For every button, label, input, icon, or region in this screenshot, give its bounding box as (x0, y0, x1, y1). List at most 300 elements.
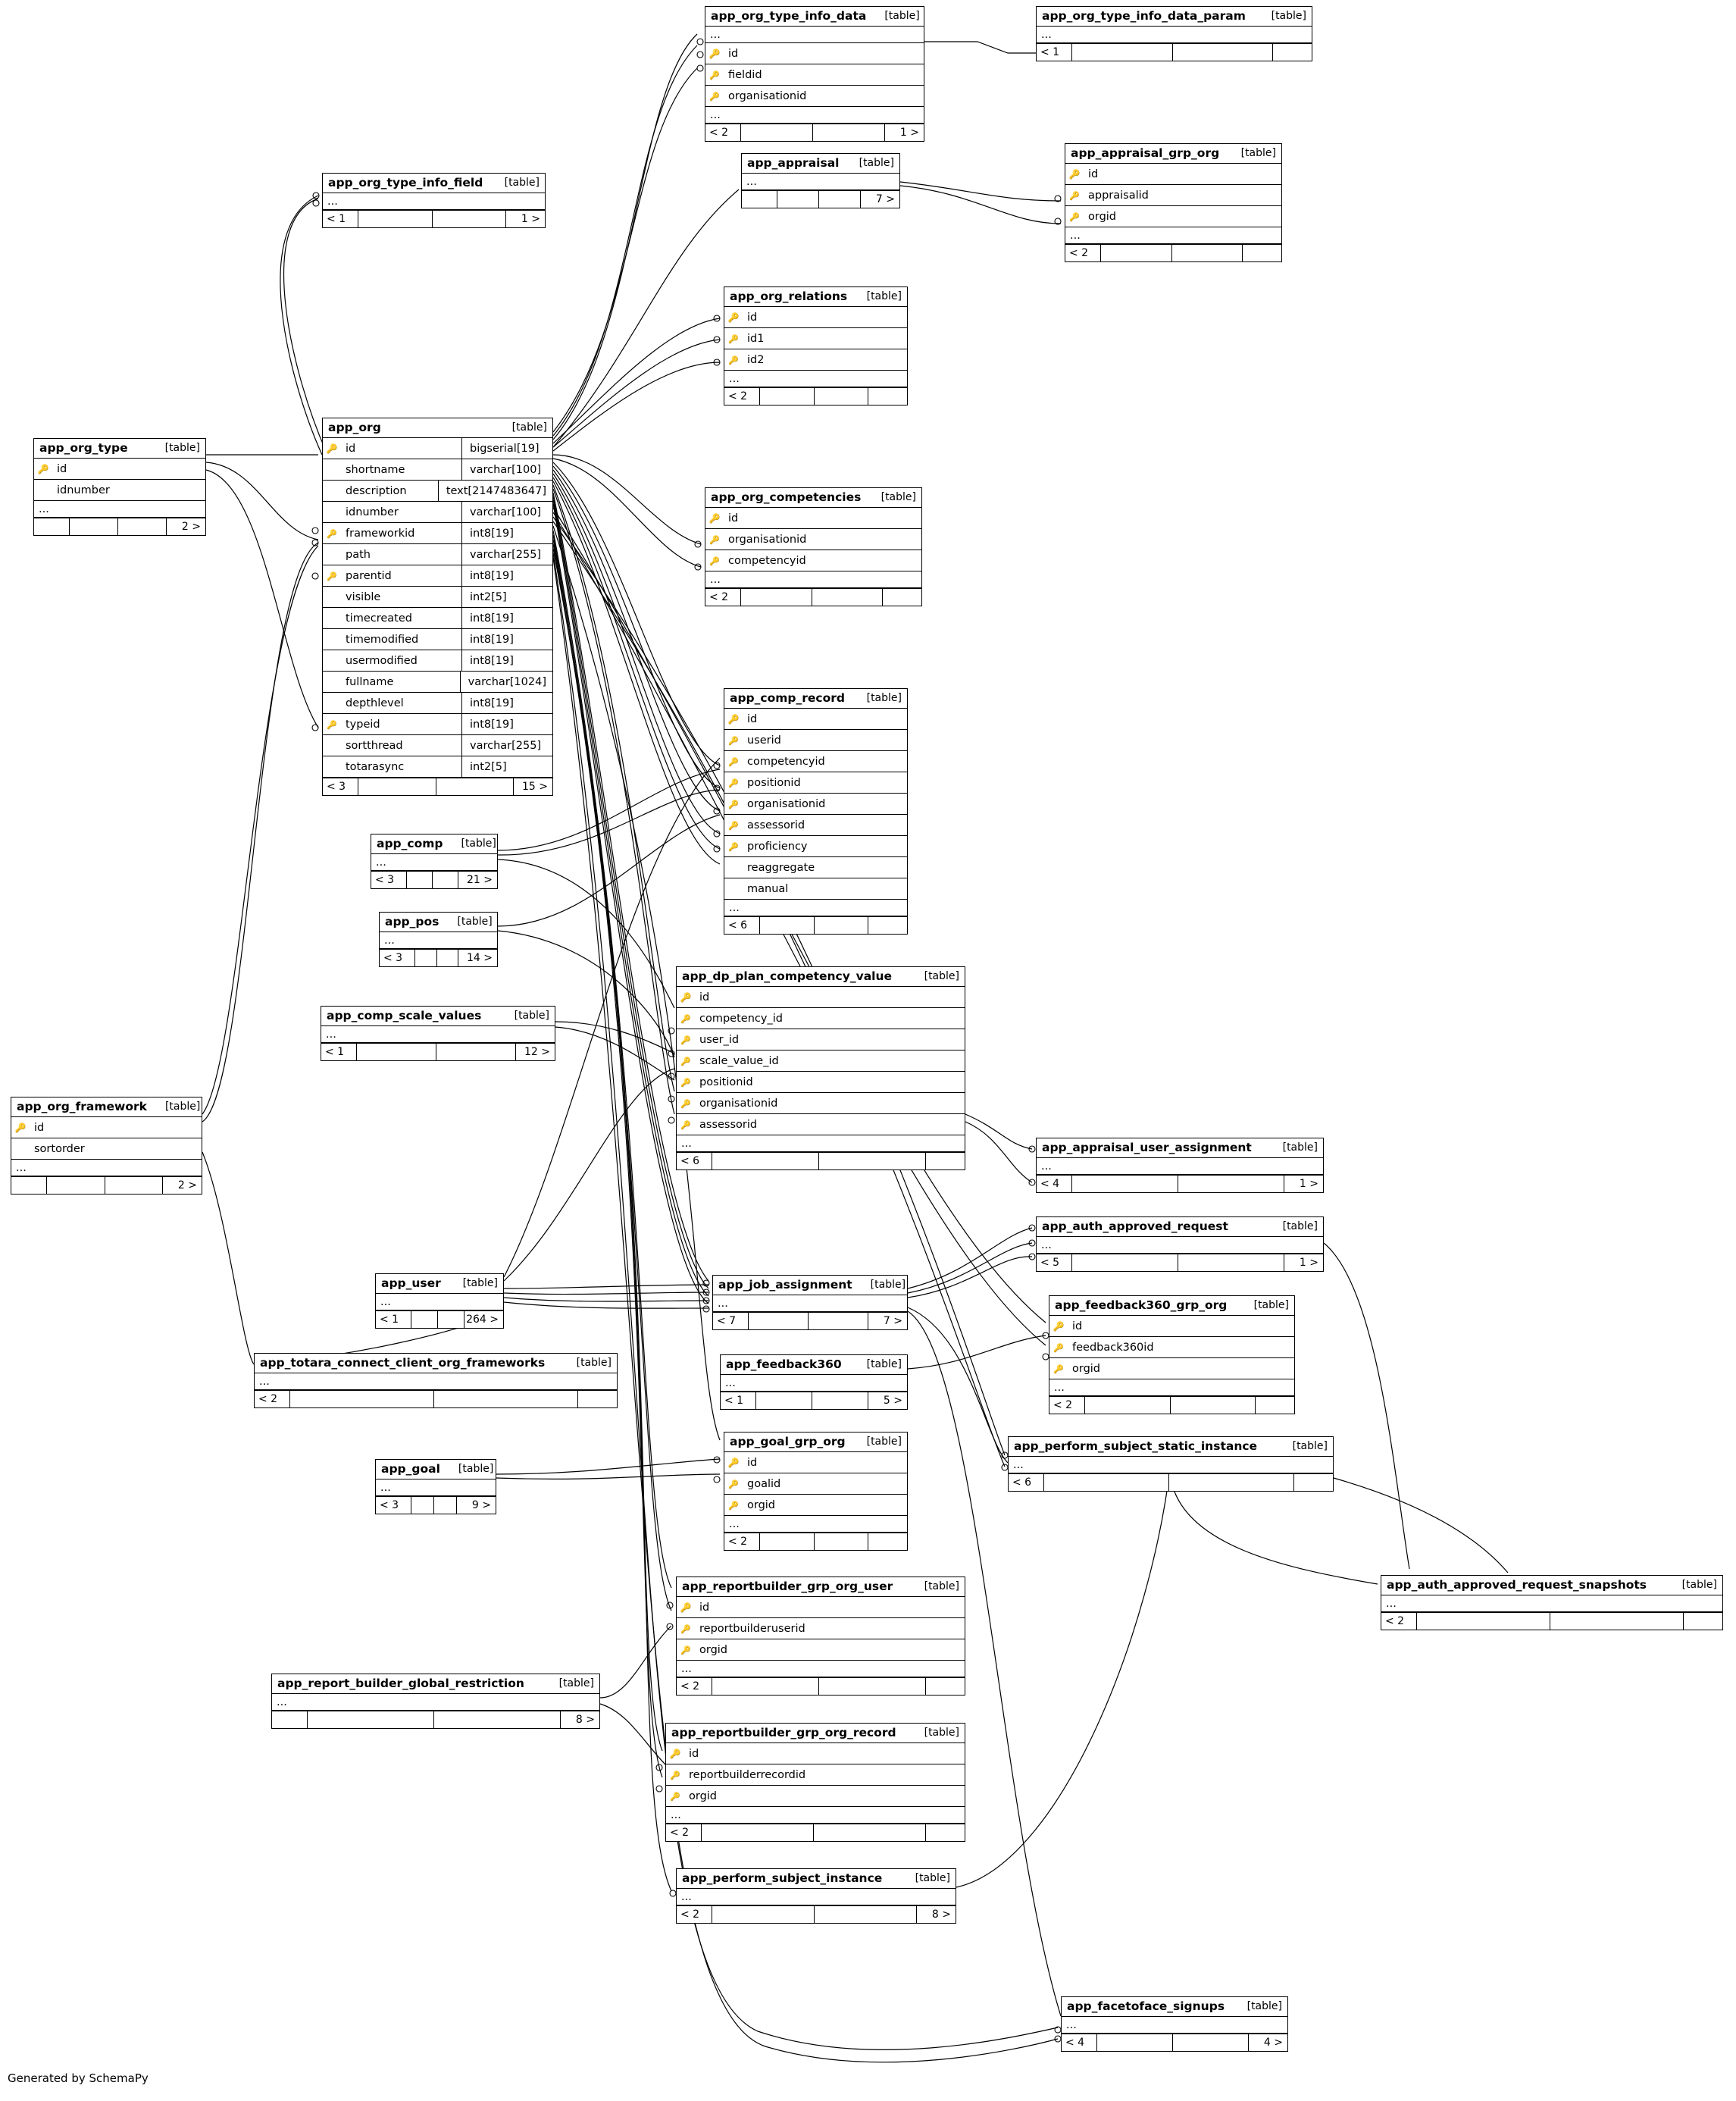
table-footer (11, 1176, 202, 1194)
column-ellipsis: ... (666, 1807, 965, 1824)
table-header (677, 1869, 956, 1889)
incoming-relations-count: < 4 (1065, 2037, 1085, 2049)
column-row[interactable] (677, 1072, 965, 1093)
column-row[interactable] (323, 756, 552, 778)
primary-key-icon (705, 48, 724, 60)
column-row[interactable] (1049, 1316, 1294, 1337)
table-app_reportbuilder_grp_org_user[interactable] (676, 1577, 965, 1696)
foreign-key-icon (724, 777, 743, 789)
table-app_comp_scale_values[interactable] (321, 1006, 555, 1061)
table-app_org_type_info_data[interactable] (705, 6, 924, 142)
column-row[interactable] (1049, 1337, 1294, 1358)
table-type-tag: [table] (915, 1872, 950, 1884)
table-app_appraisal_grp_org[interactable] (1065, 143, 1282, 262)
column-row[interactable] (705, 508, 921, 529)
column-row[interactable] (1065, 164, 1281, 185)
column-row[interactable] (323, 693, 552, 714)
column-row[interactable] (677, 1050, 965, 1072)
table-footer (1062, 2034, 1287, 2051)
table-header (705, 488, 921, 508)
table-footer (677, 1152, 965, 1169)
column-row[interactable] (323, 438, 552, 459)
column-ellipsis: ... (1037, 1237, 1323, 1254)
table-app_facetoface_signups[interactable] (1061, 1996, 1288, 2052)
table-app_pos[interactable] (379, 912, 498, 967)
foreign-key-icon (1065, 189, 1084, 202)
table-name: app_comp_record (730, 691, 845, 705)
incoming-relations-count: < 2 (670, 1827, 690, 1839)
primary-key-icon (724, 713, 743, 725)
footer-spacer-2 (117, 518, 166, 535)
column-ellipsis: ... (677, 1889, 956, 1905)
column-name: orgid (747, 1498, 776, 1511)
footer-spacer-2 (1170, 1397, 1256, 1414)
table-footer (1381, 1612, 1722, 1630)
table-footer (705, 588, 921, 606)
table-type-tag: [table] (866, 692, 902, 704)
incoming-relations-count (742, 191, 777, 208)
table-header (1049, 1296, 1294, 1316)
column-name: parentid (346, 569, 392, 582)
column-row[interactable] (677, 1029, 965, 1050)
footer-spacer-1 (356, 1044, 436, 1060)
column-row[interactable] (323, 672, 552, 693)
footer-spacer-2 (812, 1392, 868, 1409)
column-row[interactable] (323, 629, 552, 650)
column-type: varchar[100] (461, 459, 552, 480)
column-row[interactable] (677, 1114, 965, 1135)
table-header (323, 418, 552, 438)
primary-key-icon (34, 463, 52, 475)
table-app_goal_grp_org[interactable] (724, 1432, 908, 1551)
incoming-relations-count: < 2 (680, 1908, 700, 1921)
footer-spacer-2 (814, 1906, 916, 1923)
column-row[interactable] (323, 714, 552, 735)
column-row[interactable] (724, 1452, 907, 1473)
incoming-relations-count: < 6 (728, 919, 748, 932)
column-name: orgid (699, 1643, 728, 1656)
table-name: app_comp_scale_values (327, 1009, 482, 1022)
column-row[interactable] (1065, 185, 1281, 206)
foreign-key-icon (705, 69, 724, 81)
column-row[interactable] (323, 650, 552, 672)
footer-spacer-1 (1084, 1397, 1170, 1414)
footer-spacer-1 (759, 917, 814, 934)
foreign-key-icon (724, 1499, 743, 1511)
foreign-key-icon (666, 1790, 684, 1802)
column-type: int8[19] (461, 608, 552, 628)
table-app_report_builder_global_restriction[interactable] (271, 1674, 600, 1729)
table-app_org_competencies[interactable] (705, 487, 922, 606)
table-app_reportbuilder_grp_org_record[interactable] (665, 1723, 965, 1842)
column-row[interactable] (705, 86, 924, 107)
outgoing-relations-count (868, 917, 907, 934)
table-header (272, 1674, 599, 1694)
table-type-tag: [table] (461, 838, 496, 850)
footer-spacer-1 (411, 1497, 433, 1514)
table-app_feedback360[interactable] (720, 1354, 908, 1410)
table-app_org_type_info_data_param[interactable] (1036, 6, 1312, 61)
column-name: id (699, 991, 710, 1004)
incoming-relations-count: < 3 (380, 1499, 399, 1511)
footer-spacer-1 (712, 1678, 818, 1695)
column-name: userid (747, 734, 781, 747)
table-footer (724, 387, 907, 405)
column-name: id (728, 47, 739, 60)
incoming-relations-count: < 6 (680, 1155, 700, 1167)
column-name: organisationid (747, 797, 826, 810)
footer-spacer-2 (1178, 1254, 1284, 1271)
table-app_comp_record[interactable] (724, 688, 908, 935)
foreign-key-icon (724, 841, 743, 853)
column-row[interactable] (677, 1597, 965, 1618)
footer-spacer-1 (759, 388, 814, 405)
column-name: id (747, 712, 758, 725)
table-app_auth_approved_request[interactable] (1036, 1216, 1324, 1272)
column-row[interactable] (323, 608, 552, 629)
column-name: reportbuilderrecordid (689, 1768, 806, 1781)
foreign-key-icon (705, 90, 724, 102)
column-row[interactable] (666, 1786, 965, 1807)
outgoing-relations-count (1293, 1474, 1333, 1491)
footer-spacer-2 (433, 1497, 456, 1514)
outgoing-relations-count: 14 > (458, 950, 497, 966)
incoming-relations-count (272, 1711, 307, 1728)
column-name: goalid (747, 1477, 781, 1490)
foreign-key-icon (323, 719, 341, 731)
table-app_org[interactable] (322, 418, 553, 796)
table-app_org_type_info_field[interactable] (322, 173, 546, 228)
column-ellipsis: ... (677, 1661, 965, 1677)
column-row[interactable] (705, 43, 924, 64)
table-footer (713, 1312, 907, 1329)
column-name: id (346, 442, 356, 455)
outgoing-relations-count: 1 > (1284, 1254, 1323, 1271)
column-row[interactable] (724, 815, 907, 836)
column-row[interactable] (724, 878, 907, 900)
outgoing-relations-count: 7 > (860, 191, 899, 208)
column-row[interactable] (724, 794, 907, 815)
primary-key-icon (1065, 168, 1084, 180)
table-app_dp_plan_competency_value[interactable] (676, 966, 965, 1170)
table-name: app_feedback360_grp_org (1055, 1298, 1228, 1312)
primary-key-icon (1049, 1320, 1068, 1332)
table-app_totara_connect_client_org_frameworks[interactable] (254, 1353, 618, 1408)
table-footer (34, 518, 205, 535)
outgoing-relations-count: 1 > (505, 211, 545, 227)
table-type-tag: [table] (859, 157, 894, 169)
column-ellipsis: ... (724, 371, 907, 387)
foreign-key-icon (666, 1769, 684, 1781)
column-row[interactable] (323, 735, 552, 756)
table-app_feedback360_grp_org[interactable] (1049, 1295, 1295, 1414)
column-row[interactable] (11, 1117, 202, 1138)
table-footer (677, 1677, 965, 1695)
column-ellipsis: ... (724, 1516, 907, 1533)
table-type-tag: [table] (870, 1279, 906, 1291)
table-footer (323, 210, 545, 227)
column-row[interactable] (677, 1093, 965, 1114)
footer-spacer-2 (1168, 1474, 1293, 1491)
column-name: feedback360id (1072, 1341, 1154, 1354)
column-name: organisationid (699, 1097, 778, 1110)
column-row[interactable] (666, 1764, 965, 1786)
outgoing-relations-count: 12 > (515, 1044, 555, 1060)
table-header (1009, 1437, 1333, 1457)
table-type-tag: [table] (1271, 10, 1306, 22)
incoming-relations-count: < 1 (380, 1314, 399, 1326)
incoming-relations-count: < 3 (375, 874, 395, 886)
table-footer (1037, 1175, 1323, 1192)
column-row[interactable] (666, 1743, 965, 1764)
column-row[interactable] (34, 480, 205, 501)
table-header (1065, 144, 1281, 164)
outgoing-relations-count: 1 > (1284, 1176, 1323, 1192)
column-row[interactable] (724, 857, 907, 878)
column-name: user_id (699, 1033, 740, 1046)
table-app_perform_subject_static_instance[interactable] (1008, 1436, 1334, 1492)
table-footer (724, 916, 907, 934)
incoming-relations-count: < 2 (1385, 1615, 1405, 1627)
column-ellipsis: ... (1065, 227, 1281, 244)
footer-spacer-2 (433, 1711, 560, 1728)
table-name: app_org_framework (17, 1100, 147, 1113)
incoming-relations-count: < 1 (724, 1395, 744, 1407)
table-app_goal[interactable] (375, 1459, 496, 1514)
table-type-tag: [table] (866, 1436, 902, 1448)
column-row[interactable] (724, 307, 907, 328)
table-footer (1065, 244, 1281, 261)
column-name: visible (346, 590, 381, 603)
table-name: app_appraisal (747, 156, 840, 170)
table-type-tag: [table] (514, 1010, 549, 1022)
table-type-tag: [table] (462, 1277, 498, 1289)
outgoing-relations-count: 2 > (162, 1177, 202, 1194)
incoming-relations-count: < 2 (680, 1680, 700, 1692)
column-row[interactable] (323, 502, 552, 523)
footer-spacer-1 (1071, 44, 1172, 61)
footer-spacer-1 (712, 1906, 814, 1923)
table-name: app_org (328, 421, 381, 434)
column-name: frameworkid (346, 527, 415, 540)
footer-spacer-1 (411, 1311, 437, 1328)
column-ellipsis: ... (376, 1294, 503, 1310)
table-header (724, 287, 907, 307)
incoming-relations-count: < 1 (1040, 46, 1060, 58)
outgoing-relations-count: 8 > (560, 1711, 599, 1728)
column-row[interactable] (34, 459, 205, 480)
column-ellipsis: ... (1009, 1457, 1333, 1473)
column-name: idnumber (346, 506, 399, 518)
outgoing-relations-count: 7 > (868, 1313, 907, 1329)
column-name: organisationid (728, 89, 807, 102)
footer-spacer-2 (437, 1311, 464, 1328)
table-header (742, 154, 899, 174)
table-app_comp[interactable] (371, 834, 498, 889)
column-row[interactable] (724, 709, 907, 730)
table-name: app_org_type (39, 441, 128, 455)
footer-spacer-1 (701, 1824, 813, 1841)
table-name: app_user (381, 1276, 441, 1290)
column-row[interactable] (323, 544, 552, 565)
column-name: depthlevel (346, 697, 404, 709)
column-name: id (34, 1121, 45, 1134)
footer-spacer-2 (433, 1391, 577, 1407)
table-name: app_org_type_info_data_param (1042, 9, 1246, 23)
column-ellipsis: ... (34, 501, 205, 518)
table-app_org_type[interactable] (33, 438, 206, 536)
column-name: orgid (1072, 1362, 1101, 1375)
foreign-key-icon (724, 798, 743, 810)
column-ellipsis: ... (11, 1160, 202, 1176)
table-app_job_assignment[interactable] (712, 1275, 908, 1330)
column-name: sortorder (34, 1142, 85, 1155)
column-row[interactable] (724, 328, 907, 349)
column-type: int2[5] (461, 756, 552, 777)
table-app_auth_approved_request_snapshots[interactable] (1381, 1575, 1723, 1630)
column-name: id (747, 1456, 758, 1469)
column-name: competencyid (747, 755, 825, 768)
table-header (713, 1276, 907, 1295)
incoming-relations-count: < 4 (1040, 1178, 1060, 1190)
table-type-tag: [table] (457, 916, 493, 928)
column-row[interactable] (705, 529, 921, 550)
column-row[interactable] (705, 550, 921, 571)
table-footer (724, 1533, 907, 1550)
foreign-key-icon (724, 354, 743, 366)
incoming-relations-count: < 7 (717, 1315, 737, 1327)
column-row[interactable] (724, 836, 907, 857)
footer-spacer-1 (414, 950, 436, 966)
column-type: varchar[1024] (460, 672, 552, 692)
primary-key-icon (677, 991, 695, 1004)
column-row[interactable] (724, 1473, 907, 1495)
table-name: app_auth_approved_request_snapshots (1387, 1578, 1647, 1592)
column-type: int8[19] (461, 565, 552, 586)
column-row[interactable] (11, 1138, 202, 1160)
column-ellipsis: ... (1037, 1158, 1323, 1175)
column-name: manual (747, 882, 789, 895)
column-type: bigserial[19] (461, 438, 552, 459)
outgoing-relations-count (882, 589, 921, 606)
column-row[interactable] (323, 523, 552, 544)
column-row[interactable] (1065, 206, 1281, 227)
outgoing-relations-count: 2 > (166, 518, 205, 535)
outgoing-relations-count: 264 > (464, 1311, 503, 1328)
column-row[interactable] (724, 730, 907, 751)
table-app_appraisal[interactable] (741, 153, 900, 208)
table-app_perform_subject_instance[interactable] (676, 1868, 956, 1924)
table-type-tag: [table] (1292, 1440, 1328, 1452)
table-header (1037, 7, 1312, 27)
column-row[interactable] (724, 349, 907, 371)
column-name: competencyid (728, 554, 806, 567)
table-name: app_auth_approved_request (1042, 1220, 1228, 1233)
table-footer (321, 1043, 555, 1060)
table-header (1381, 1576, 1722, 1595)
table-app_org_relations[interactable] (724, 286, 908, 405)
table-name: app_org_type_info_data (711, 9, 867, 23)
outgoing-relations-count (925, 1678, 965, 1695)
column-type: varchar[100] (461, 502, 552, 522)
table-header (1062, 1997, 1287, 2017)
footer-spacer-2 (814, 917, 868, 934)
incoming-relations-count: < 1 (327, 213, 346, 225)
table-footer (323, 778, 552, 795)
column-row[interactable] (323, 481, 552, 502)
table-app_user[interactable] (375, 1273, 504, 1329)
column-name: idnumber (57, 484, 110, 496)
table-header (705, 7, 924, 27)
column-row[interactable] (677, 1008, 965, 1029)
column-type: int8[19] (461, 523, 552, 543)
incoming-relations-count: < 2 (709, 127, 729, 139)
table-footer (1037, 43, 1312, 61)
column-name: reaggregate (747, 861, 815, 874)
column-row[interactable] (323, 459, 552, 481)
column-name: id (689, 1747, 699, 1760)
table-type-tag: [table] (576, 1357, 612, 1369)
column-ellipsis: ... (713, 1295, 907, 1312)
column-ellipsis: ... (1381, 1595, 1722, 1612)
table-app_appraisal_user_assignment[interactable] (1036, 1138, 1324, 1193)
foreign-key-icon (677, 1034, 695, 1046)
column-name: competency_id (699, 1012, 783, 1025)
column-row[interactable] (677, 1639, 965, 1661)
column-name: proficiency (747, 840, 808, 853)
column-ellipsis: ... (272, 1694, 599, 1711)
footer-spacer-1 (712, 1153, 818, 1169)
outgoing-relations-count (577, 1391, 617, 1407)
column-row[interactable] (677, 987, 965, 1008)
footer-spacer-1 (406, 872, 432, 888)
table-name: app_org_relations (730, 290, 848, 303)
column-row[interactable] (323, 565, 552, 587)
column-row[interactable] (724, 772, 907, 794)
column-name: usermodified (346, 654, 418, 667)
table-footer (380, 949, 497, 966)
incoming-relations-count: < 5 (1040, 1257, 1060, 1269)
incoming-relations-count: < 2 (258, 1393, 278, 1405)
table-name: app_org_competencies (711, 490, 862, 504)
table-name: app_goal (381, 1462, 440, 1476)
footer-spacer-1 (1096, 2034, 1172, 2051)
column-row[interactable] (1049, 1358, 1294, 1379)
table-type-tag: [table] (511, 421, 547, 434)
column-name: id (57, 462, 67, 475)
table-type-tag: [table] (1282, 1141, 1318, 1154)
outgoing-relations-count (925, 1153, 965, 1169)
column-row[interactable] (705, 64, 924, 86)
table-header (1037, 1217, 1323, 1237)
table-app_org_framework[interactable] (11, 1097, 202, 1195)
table-name: app_pos (385, 915, 439, 928)
primary-key-icon (724, 312, 743, 324)
column-row[interactable] (677, 1618, 965, 1639)
column-row[interactable] (724, 751, 907, 772)
table-type-tag: [table] (924, 970, 959, 982)
table-header (380, 913, 497, 932)
table-footer (1037, 1254, 1323, 1271)
foreign-key-icon (1065, 211, 1084, 223)
foreign-key-icon (1049, 1342, 1068, 1354)
footer-spacer-2 (432, 872, 458, 888)
column-row[interactable] (323, 587, 552, 608)
column-row[interactable] (724, 1495, 907, 1516)
column-ellipsis: ... (380, 932, 497, 949)
column-type: int8[19] (461, 650, 552, 671)
column-name: typeid (346, 718, 380, 731)
